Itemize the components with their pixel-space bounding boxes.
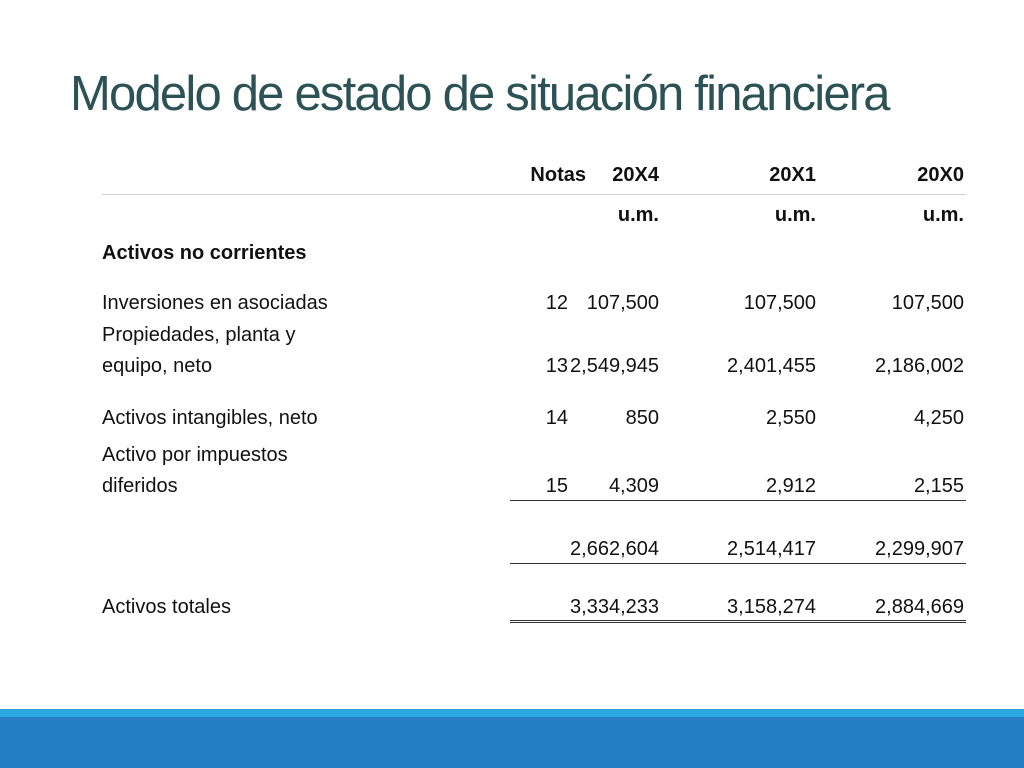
row-value-20x4: 850: [625, 407, 659, 429]
row-value-20x0: 4,250: [913, 407, 964, 429]
row-value-20x4: 107,500: [586, 292, 659, 314]
row-note: 14: [545, 407, 568, 429]
unit-20x1: u.m.: [774, 204, 816, 226]
slide-title: Modelo de estado de situación financiera: [70, 67, 889, 121]
total-20x0: 2,884,669: [875, 596, 964, 618]
row-label: Inversiones en asociadas: [102, 292, 328, 314]
total-label: Activos totales: [102, 596, 231, 618]
footer-accent-bar: [0, 709, 1024, 717]
row-value-20x1: 2,912: [765, 475, 816, 497]
row-value-20x1: 2,550: [765, 407, 816, 429]
subtotal-20x4: 2,662,604: [570, 538, 659, 560]
header-20x0: 20X0: [917, 164, 964, 186]
row-label-line1: Propiedades, planta y: [102, 324, 296, 346]
subtotal-20x0: 2,299,907: [875, 538, 964, 560]
unit-20x0: u.m.: [922, 204, 964, 226]
section-label: Activos no corrientes: [102, 242, 307, 264]
balance-sheet-table: [102, 0, 966, 640]
total-rule: [510, 563, 966, 564]
row-label-line2: diferidos: [102, 475, 178, 497]
row-value-20x0: 2,186,002: [875, 355, 964, 377]
row-note: 12: [545, 292, 568, 314]
unit-20x4: u.m.: [617, 204, 659, 226]
header-notas: Notas: [530, 164, 586, 186]
row-label-line1: Activo por impuestos: [102, 444, 288, 466]
row-value-20x1: 2,401,455: [727, 355, 816, 377]
subtotal-20x1: 2,514,417: [727, 538, 816, 560]
row-value-20x1: 107,500: [743, 292, 816, 314]
footer-bar: [0, 717, 1024, 768]
total-20x4: 3,334,233: [570, 596, 659, 618]
row-note: 15: [545, 475, 568, 497]
row-value-20x0: 107,500: [891, 292, 964, 314]
row-label: Activos intangibles, neto: [102, 407, 318, 429]
row-note: 13: [545, 355, 568, 377]
header-divider: [102, 194, 966, 195]
total-20x1: 3,158,274: [727, 596, 816, 618]
row-value-20x0: 2,155: [913, 475, 964, 497]
header-20x4: 20X4: [612, 164, 659, 186]
row-label-line2: equipo, neto: [102, 355, 213, 377]
row-value-20x4: 2,549,945: [570, 355, 659, 377]
subtotal-rule: [510, 500, 966, 501]
total-double-rule: [510, 620, 966, 623]
header-20x1: 20X1: [769, 164, 816, 186]
row-value-20x4: 4,309: [608, 475, 659, 497]
